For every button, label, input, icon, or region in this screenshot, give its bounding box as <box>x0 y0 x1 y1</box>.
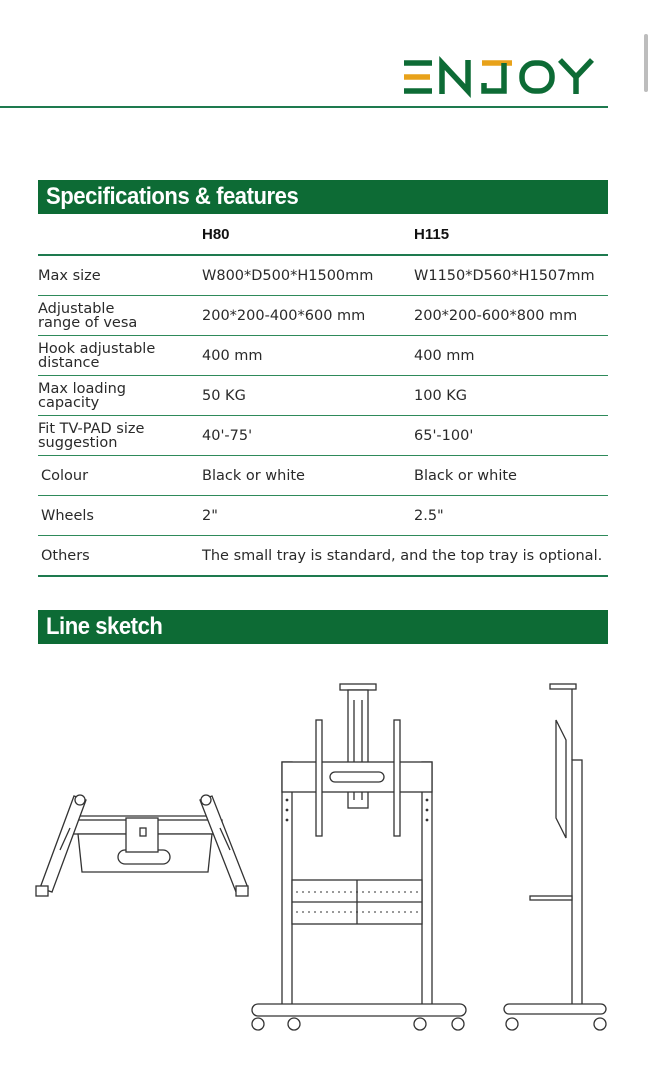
h80-value: W800*D500*H1500mm <box>202 255 414 296</box>
h115-value: 65'-100' <box>414 416 608 456</box>
header-h115: H115 <box>414 214 608 255</box>
header-h80: H80 <box>202 214 414 255</box>
table-row <box>38 536 608 577</box>
h80-value: 40'-75' <box>202 416 414 456</box>
table-row <box>38 255 608 296</box>
h80-value: 200*200-400*600 mm <box>202 296 414 336</box>
h115-value: W1150*D560*H1507mm <box>414 255 608 296</box>
enjoy-logo <box>400 55 610 99</box>
row-label: Others <box>38 536 202 577</box>
row-label: Wheels <box>38 496 202 536</box>
table-header-row <box>38 214 608 255</box>
h115-value: Black or white <box>414 456 608 496</box>
table-row <box>38 336 608 376</box>
h80-value: Black or white <box>202 456 414 496</box>
h115-value: 400 mm <box>414 336 608 376</box>
table-row <box>38 456 608 496</box>
table-row <box>38 496 608 536</box>
h115-value: 100 KG <box>414 376 608 416</box>
h80-value: 50 KG <box>202 376 414 416</box>
specs-section-title: Specifications & features <box>38 180 608 214</box>
others-note: The small tray is standard, and the top tray is optional. <box>202 536 608 577</box>
h115-value: 200*200-600*800 mm <box>414 296 608 336</box>
side-view-sketch-icon <box>504 684 606 1030</box>
table-row <box>38 376 608 416</box>
row-label: Hook adjustable distance <box>38 336 202 376</box>
sketch-section-title: Line sketch <box>38 610 608 644</box>
front-view-sketch-icon <box>252 684 466 1030</box>
h80-value: 400 mm <box>202 336 414 376</box>
scrollbar[interactable] <box>644 34 648 92</box>
top-view-sketch-icon <box>36 795 248 896</box>
row-label: Fit TV-PAD size suggestion <box>38 416 202 456</box>
table-row <box>38 296 608 336</box>
header-label <box>38 214 202 255</box>
row-label: Adjustable range of vesa <box>38 296 202 336</box>
row-label: Colour <box>38 456 202 496</box>
specs-table <box>38 214 608 577</box>
h80-value: 2" <box>202 496 414 536</box>
line-sketch-drawing <box>0 660 650 1040</box>
header-rule <box>0 106 608 108</box>
row-label: Max loading capacity <box>38 376 202 416</box>
h115-value: 2.5" <box>414 496 608 536</box>
row-label: Max size <box>38 255 202 296</box>
table-row <box>38 416 608 456</box>
